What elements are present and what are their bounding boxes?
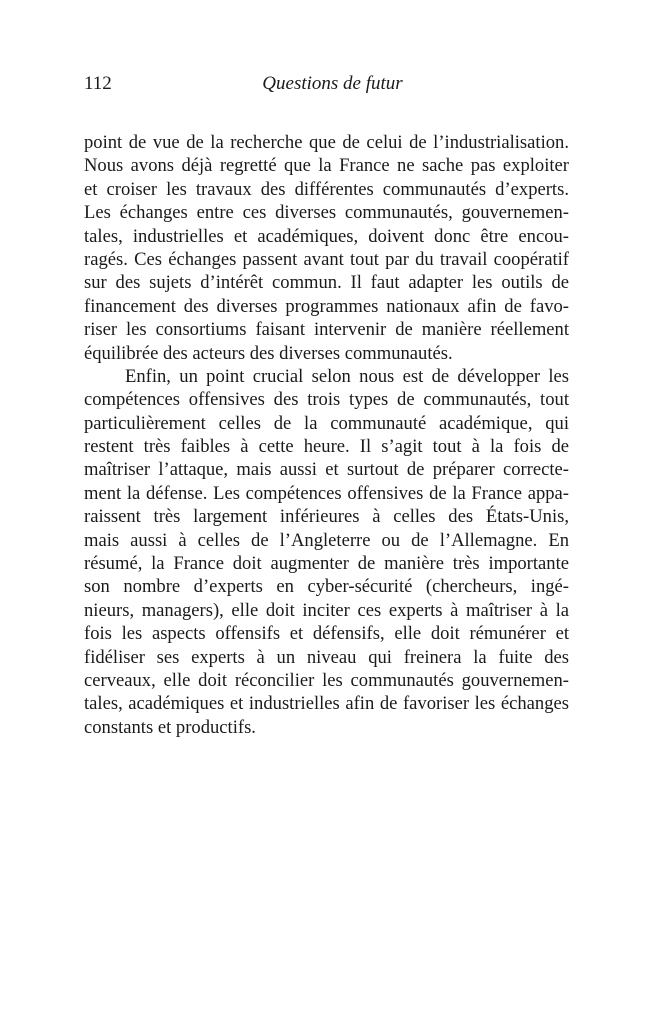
text-line: et croiser les travaux des différentes communautés d’experts. bbox=[84, 178, 569, 200]
page-number: 112 bbox=[84, 73, 112, 94]
page-header bbox=[84, 73, 569, 99]
text-line: fidéliser ses experts à un niveau qui freinera la fuite des bbox=[84, 646, 569, 668]
text-line: Les échanges entre ces diverses communautés, gouvernemen- bbox=[84, 202, 569, 224]
paragraph-1 bbox=[84, 131, 569, 365]
running-title: Questions de futur bbox=[262, 73, 403, 94]
text-line: cerveaux, elle doit réconcilier les communautés gouvernemen- bbox=[84, 669, 569, 691]
text-line: particulièrement celles de la communauté académique, qui bbox=[84, 412, 569, 434]
text-line: maîtriser l’attaque, mais aussi et surtout de préparer correcte- bbox=[84, 459, 569, 481]
text-line: équilibrée des acteurs des diverses communautés. bbox=[84, 342, 453, 364]
text-line: mais aussi à celles de l’Angleterre ou de l’Allemagne. En bbox=[84, 529, 569, 551]
text-line: Nous avons déjà regretté que la France ne sache pas exploiter bbox=[84, 155, 569, 177]
text-line: sur des sujets d’intérêt commun. Il faut adapter les outils de bbox=[84, 272, 569, 294]
text-line: Enfin, un point crucial selon nous est de développer les bbox=[125, 365, 569, 387]
text-line: restent très faibles à cette heure. Il s’agit tout à la fois de bbox=[84, 436, 569, 458]
text-line: son nombre d’experts en cyber-sécurité (chercheurs, ingé- bbox=[84, 576, 569, 598]
text-line: riser les consortiums faisant intervenir de manière réellement bbox=[84, 319, 569, 341]
text-line: constants et productifs. bbox=[84, 716, 256, 738]
text-line: tales, académiques et industrielles afin de favoriser les échanges bbox=[84, 693, 569, 715]
text-line: tales, industrielles et académiques, doivent donc être encou- bbox=[84, 225, 569, 247]
text-line: compétences offensives des trois types de communautés, tout bbox=[84, 389, 569, 411]
body-text bbox=[84, 131, 569, 739]
paragraph-2 bbox=[84, 365, 569, 739]
text-line: fois les aspects offensifs et défensifs, elle doit rémunérer et bbox=[84, 623, 569, 645]
text-line: financement des diverses programmes nationaux afin de favo- bbox=[84, 295, 569, 317]
text-line: raissent très largement inférieures à celles des États-Unis, bbox=[84, 506, 569, 528]
text-line: ment la défense. Les compétences offensives de la France appa- bbox=[84, 482, 569, 504]
text-line: résumé, la France doit augmenter de manière très importante bbox=[84, 553, 569, 575]
text-line: nieurs, managers), elle doit inciter ces experts à maîtriser à la bbox=[84, 599, 569, 621]
text-line: point de vue de la recherche que de celui de l’industrialisation. bbox=[84, 132, 569, 153]
text-line: ragés. Ces échanges passent avant tout par du travail coopératif bbox=[84, 248, 569, 270]
